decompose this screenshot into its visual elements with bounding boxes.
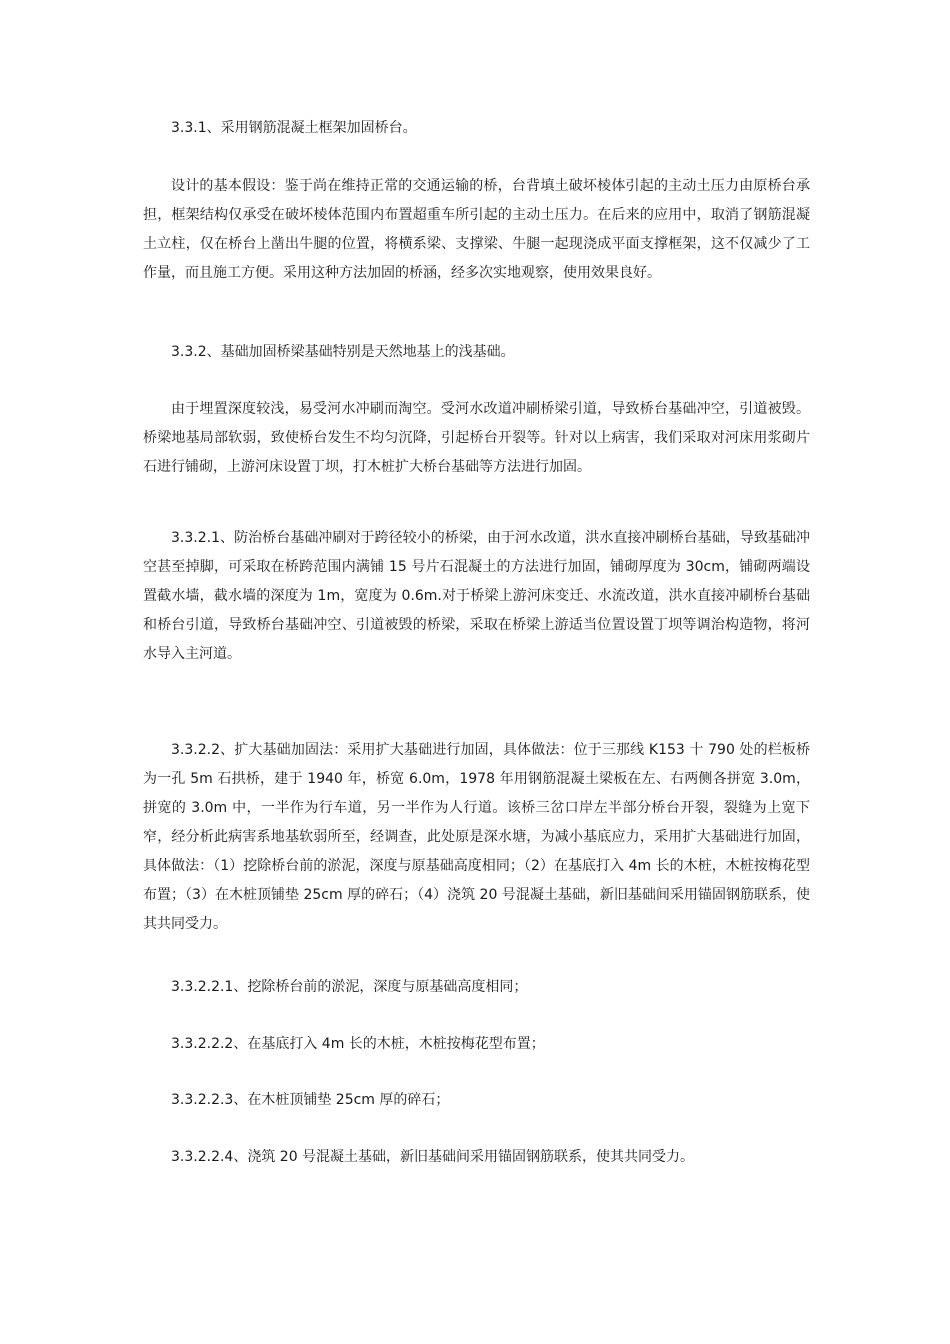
paragraph-3-3-2-1: 3.3.2.1、防治桥台基础冲刷对于跨径较小的桥梁，由于河水改道，洪水直接冲刷桥台基础，导致基础冲空甚至掉脚，可采取在桥跨范围内满铺 15 号片石混凝土的方法进行加固，铺砌厚度为 30cm，铺砌两端设置截水墙，截水墙的深度为 1m，宽度为 0.6m.对于桥梁上游河床变迁、水流改道，洪水直接冲刷桥台基础和桥台引道，导致桥台基础冲空、引道被毁的桥梁，采取在桥梁上游适当位置设置丁坝等调治构造物，将河水导入主河道。 — [143, 530, 810, 662]
paragraph-design-assumption: 设计的基本假设：鉴于尚在维持正常的交通运输的桥，台背填土破坏棱体引起的主动土压力由原桥台承担，框架结构仅承受在破坏棱体范围内布置超重车所引起的主动土压力。在后来的应用中，取消了钢筋混凝土立柱，仅在桥台上凿出牛腿的位置，将横系梁、支撑梁、牛腿一起现浇成平面支撑框架，这不仅减少了工作量，而且施工方便。采用这种方法加固的桥涵，经多次实地观察，使用效果良好。 — [143, 178, 810, 281]
paragraph-3-3-2-2: 3.3.2.2、扩大基础加固法：采用扩大基础进行加固，具体做法：位于三那线 K153 十 790 处的栏板桥为一孔 5m 石拱桥，建于 1940 年，桥宽 6.0m，1978 年用钢筋混凝土梁板在左、右两侧各拼宽 3.0m，拼宽的 3.0m 中，一半作为行车道，另一半作为人行道。该桥三岔口岸左半部分桥台开裂，裂缝为上宽下窄，经分析此病害系地基软弱所至，经调查，此处原是深水塘，为减小基底应力，采用扩大基础进行加固，具体做法：（1）挖除桥台前的淤泥，深度与原基础高度相同；（2）在基底打入 4m 长的木桩，木桩按梅花型布置；（3）在木桩顶铺垫 25cm 厚的碎石；（4）浇筑 20 号混凝土基础，新旧基础间采用锚固钢筋联系，使其共同受力。 — [143, 742, 810, 932]
paragraph-foundation-problems: 由于埋置深度较浅，易受河水冲刷而淘空。受河水改道冲刷桥梁引道，导致桥台基础冲空，引道被毁。桥梁地基局部软弱，致使桥台发生不均匀沉降，引起桥台开裂等。针对以上病害，我们采取对河床用浆砌片石进行铺砌，上游河床设置丁坝，打木桩扩大桥台基础等方法进行加固。 — [143, 401, 810, 475]
list-item-3-3-2-2-3: 3.3.2.2.3、在木桩顶铺垫 25cm 厚的碎石； — [171, 1092, 450, 1108]
list-item-3-3-2-2-2: 3.3.2.2.2、在基底打入 4m 长的木桩，木桩按梅花型布置； — [171, 1036, 545, 1052]
section-heading-3-3-2: 3.3.2、基础加固桥梁基础特别是天然地基上的浅基础。 — [171, 344, 515, 360]
section-heading-3-3-1: 3.3.1、采用钢筋混凝土框架加固桥台。 — [171, 120, 417, 136]
list-item-3-3-2-2-1: 3.3.2.2.1、挖除桥台前的淤泥，深度与原基础高度相同； — [171, 979, 528, 995]
list-item-3-3-2-2-4: 3.3.2.2.4、浇筑 20 号混凝土基础，新旧基础间采用锚固钢筋联系，使其共同受力。 — [171, 1149, 695, 1165]
